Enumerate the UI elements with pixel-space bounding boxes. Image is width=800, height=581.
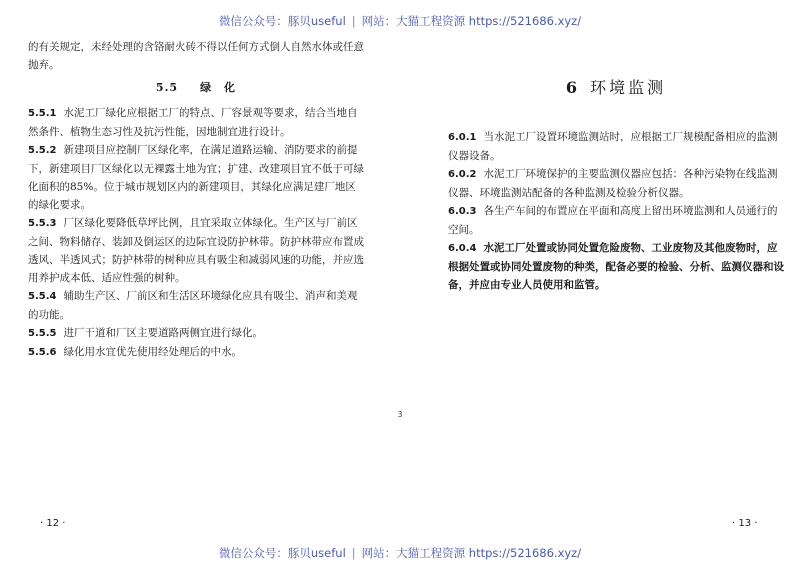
continuation-paragraph: 的有关规定，未经处理的含铬耐火砖不得以任何方式倒人自然水体或任意抛弃。 bbox=[28, 41, 364, 71]
clause-text: 当水泥工厂设置环境监测站时，应根据工厂规模配备相应的监测仪器设备。 bbox=[448, 131, 778, 162]
section-title: 绿 化 bbox=[200, 81, 237, 94]
chapter-heading bbox=[448, 79, 784, 97]
left-clause-list bbox=[28, 104, 364, 362]
clause-text: 厂区绿化要降低草坪比例，且宜采取立体绿化。生产区与厂前区之间、物料储存、装卸及倒运区的边际宜设防护林带。防护林带应布置成透风、半透风式；防护林带的树种应具有吸尘和减弱风速的功能，并应选用养护成本低、适应性强的树种。 bbox=[28, 217, 364, 284]
clause bbox=[28, 104, 364, 141]
clause-number: 6.0.3 bbox=[448, 206, 477, 217]
watermark-wechat: 微信公众号：豚贝useful bbox=[218, 546, 346, 560]
clause-number: 5.5.1 bbox=[28, 108, 57, 119]
clause-emphasized bbox=[448, 239, 784, 294]
right-clause-list bbox=[448, 128, 784, 294]
watermark-site: 网站：大猫工程资源 https://521686.xyz/ bbox=[361, 14, 582, 28]
clause-text: 辅助生产区、厂前区和生活区环境绿化应具有吸尘、消声和美观的功能。 bbox=[28, 290, 358, 321]
right-page bbox=[448, 0, 784, 581]
clause bbox=[448, 202, 784, 239]
clause-number: 6.0.2 bbox=[448, 169, 477, 180]
gutter-mark: 3 bbox=[397, 410, 403, 419]
chapter-number: 6 bbox=[565, 78, 581, 97]
clause bbox=[448, 165, 784, 202]
clause-text: 水泥工厂处置或协同处置危险废物、工业废物及其他废物时，应根据处置或协同处置废物的种类，配备必要的检验、分析、监测仪器和设备，并应由专业人员使用和监管。 bbox=[448, 242, 784, 291]
clause-text: 各生产车间的布置应在平面和高度上留出环境监测和人员通行的空间。 bbox=[448, 205, 778, 236]
clause-text: 进厂干道和厂区主要道路两侧宜进行绿化。 bbox=[63, 327, 263, 339]
watermark-wechat: 微信公众号：豚贝useful bbox=[218, 14, 346, 28]
chapter-title: 环境监测 bbox=[590, 78, 667, 97]
clause-number: 5.5.4 bbox=[28, 291, 57, 302]
clause-text: 绿化用水宜优先使用经处理后的中水。 bbox=[63, 346, 242, 358]
clause bbox=[28, 214, 364, 287]
section-heading bbox=[28, 79, 364, 97]
clause-number: 5.5.3 bbox=[28, 218, 57, 229]
clause bbox=[28, 324, 364, 343]
clause-text: 新建项目应控制厂区绿化率，在满足道路运输、消防要求的前提下，新建项目厂区绿化以无裸露土地为宜；扩建、改建项目宜不低于可绿化面积的85%。位于城市规划区内的新建项目，其绿化应满足建厂地区的绿化要求。 bbox=[28, 144, 364, 211]
clause-number: 5.5.6 bbox=[28, 347, 57, 358]
clause-text: 水泥工厂环境保护的主要监测仪器应包括：各种污染物在线监测仪器、环境监测站配备的各种监测及检验分析仪器。 bbox=[448, 168, 778, 199]
clause bbox=[28, 343, 364, 362]
clause-number: 5.5.5 bbox=[28, 328, 57, 339]
page-number-right: · 13 · bbox=[732, 518, 758, 529]
page-number-left: · 12 · bbox=[40, 518, 66, 529]
clause bbox=[28, 287, 364, 324]
clause-number: 6.0.1 bbox=[448, 132, 477, 143]
clause-text: 水泥工厂绿化应根据工厂的特点、厂容景观等要求，结合当地自然条件、植物生态习性及抗污性能，因地制宜进行设计。 bbox=[28, 107, 358, 138]
clause-number: 5.5.2 bbox=[28, 145, 57, 156]
watermark-site: 网站：大猫工程资源 https://521686.xyz/ bbox=[361, 546, 582, 560]
left-page bbox=[28, 0, 364, 581]
clause-number: 6.0.4 bbox=[448, 243, 477, 254]
watermark-separator: | bbox=[351, 14, 356, 28]
watermark-separator: | bbox=[351, 546, 356, 560]
section-number: 5.5 bbox=[155, 81, 179, 94]
clause bbox=[28, 141, 364, 214]
clause bbox=[448, 128, 784, 165]
